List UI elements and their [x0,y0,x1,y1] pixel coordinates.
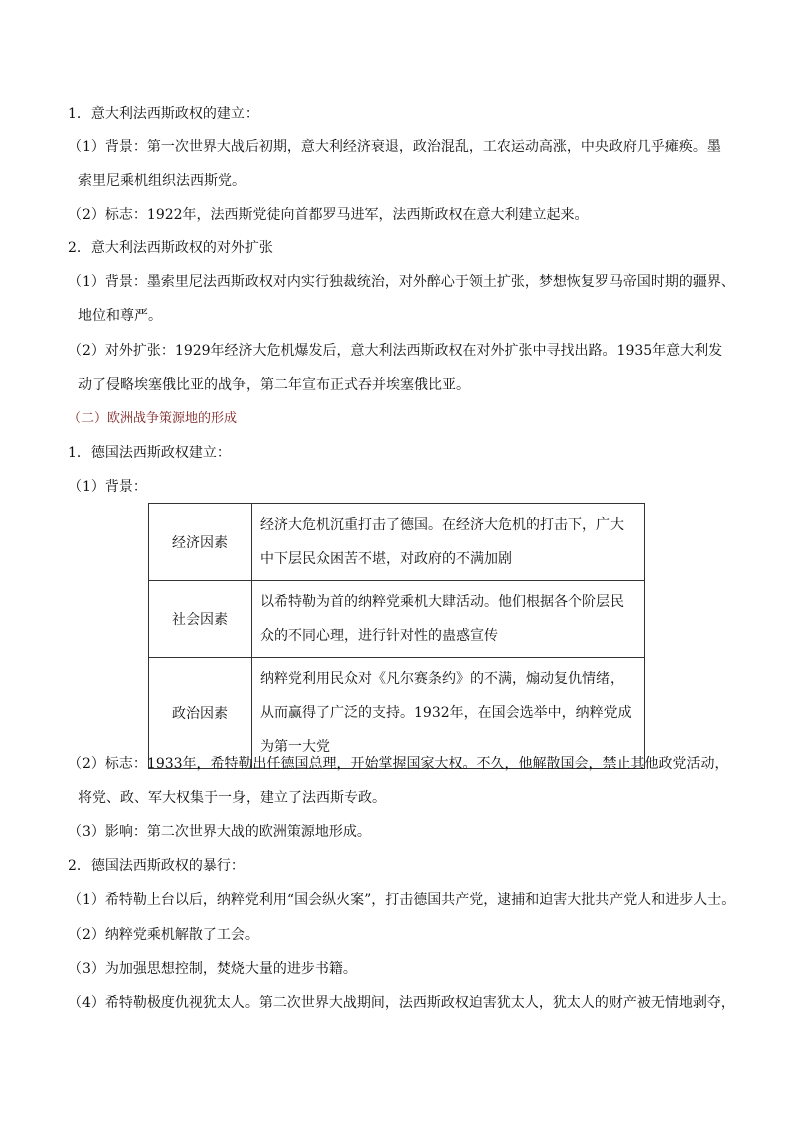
table-row [149,658,645,769]
germany-background-table [148,503,645,769]
expansion-background-line2: 地位和尊严。 [78,308,162,324]
expansion-background-line1: （1）背景：墨索里尼法西斯政权对内实行独裁统治，对外醉心于领土扩张，梦想恢复罗马帝国时期的疆界、 [68,274,735,290]
germany-symbol-line1: （2）标志：1933年，希特勒出任德国总理，开始掌握国家大权。不久，他解散国会，禁止其他政党活动， [68,756,729,772]
expansion-line1: （2）对外扩张：1929年经济大危机爆发后，意大利法西斯政权在对外扩张中寻找出路。1935年意大利发 [68,343,723,359]
italy-background-line1: （1）背景：第一次世界大战后初期，意大利经济衰退，政治混乱，工农运动高涨，中央政府几乎瘫痪。墨 [68,139,721,155]
section-italy-establish-title: 1．意大利法西斯政权的建立： [68,106,259,122]
table-cell-desc: 经济大危机沉重打击了德国。在经济大危机的打击下，广大中下层民众困苦不堪，对政府的不满加剧 [252,504,645,581]
atrocity-item-2: （2）纳粹党乘机解散了工会。 [68,927,259,943]
table-cell-label: 社会因素 [149,581,252,658]
atrocity-item-1: （1）希特勒上台以后，纳粹党利用“国会纵火案”，打击德国共产党，逮捕和迫害大批共产党人和进步人士。 [68,892,736,908]
expansion-line2: 动了侵略埃塞俄比亚的战争，第二年宣布正式吞并埃塞俄比亚。 [78,377,470,393]
table-row [149,504,645,581]
table-cell-label: 经济因素 [149,504,252,581]
table-row [149,581,645,658]
section-italy-expansion-title: 2．意大利法西斯政权的对外扩张 [68,240,273,256]
italy-background-line2: 索里尼乘机组织法西斯党。 [78,173,246,189]
atrocity-item-3: （3）为加强思想控制，焚烧大量的进步书籍。 [68,961,357,977]
italy-symbol-line: （2）标志：1922年，法西斯党徒向首都罗马进军，法西斯政权在意大利建立起来。 [68,207,589,223]
section-germany-atrocities-title: 2．德国法西斯政权的暴行： [68,858,245,874]
germany-background-label: （1）背景： [68,479,147,495]
atrocity-item-4: （4）希特勒极度仇视犹太人。第二次世界大战期间，法西斯政权迫害犹太人，犹太人的财产被无情地剥夺， [68,995,735,1011]
table-cell-desc: 纳粹党利用民众对《凡尔赛条约》的不满，煽动复仇情绪，从而赢得了广泛的支持。1932年，在国会选举中，纳粹党成为第一大党 [252,658,645,769]
table-cell-desc: 以希特勒为首的纳粹党乘机大肆活动。他们根据各个阶层民众的不同心理，进行针对性的蛊惑宣传 [252,581,645,658]
section-germany-establish-title: 1．德国法西斯政权建立： [68,445,231,461]
germany-symbol-line2: 将党、政、军大权集于一身，建立了法西斯专政。 [78,790,386,806]
section-europe-war-origin-heading: （二）欧洲战争策源地的形成 [68,411,238,426]
table-cell-label: 政治因素 [149,658,252,769]
germany-impact-line: （3）影响：第二次世界大战的欧洲策源地形成。 [68,824,371,840]
